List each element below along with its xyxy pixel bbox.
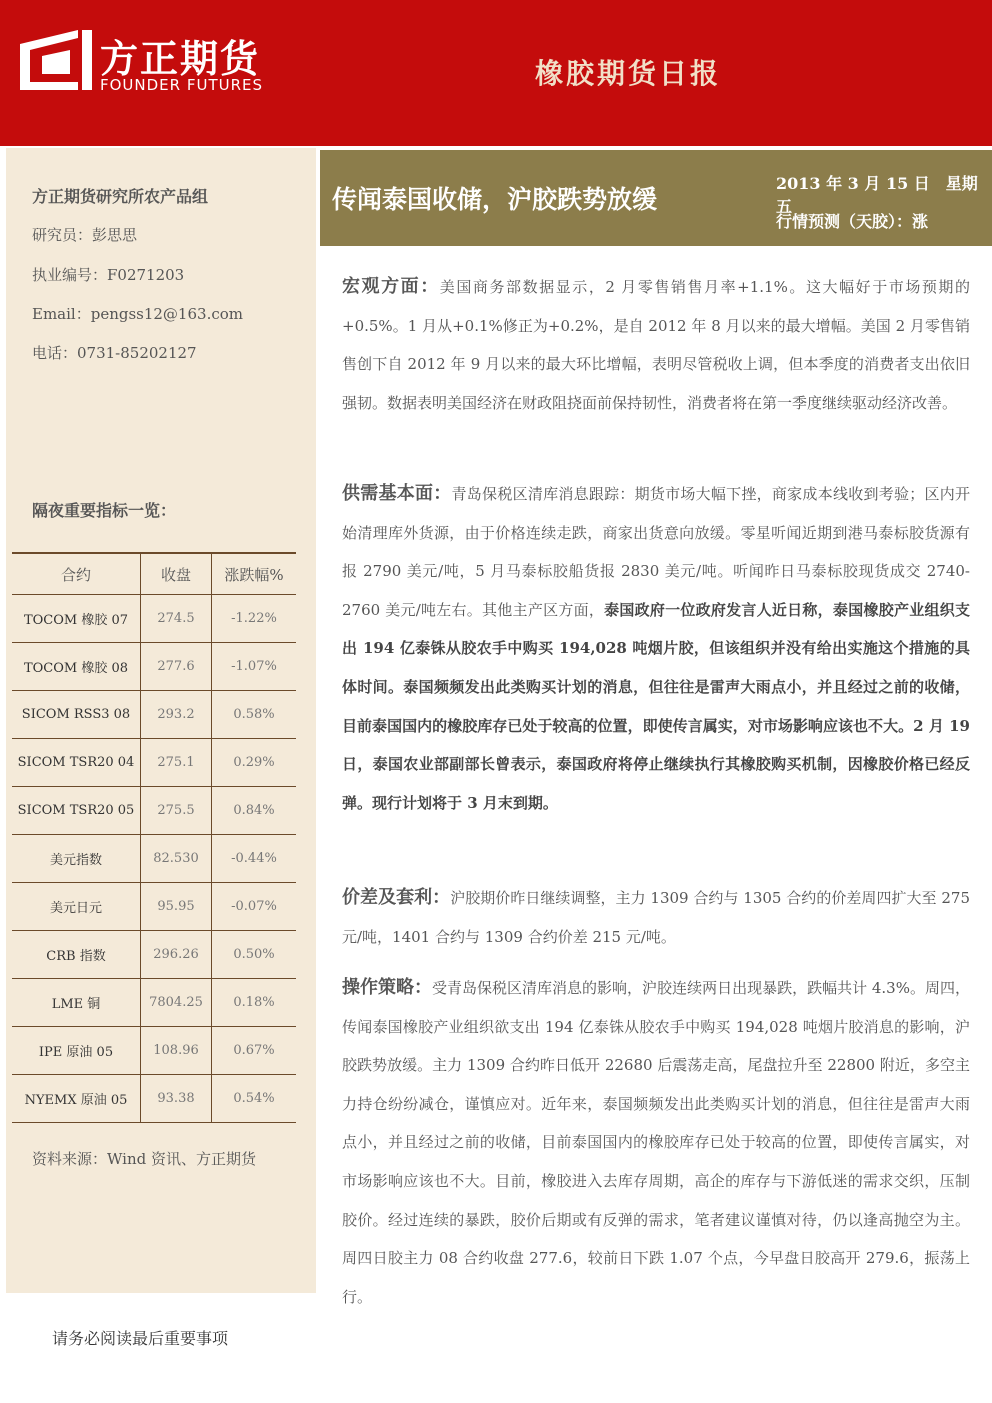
contract-cell: NYEMX 原油 05 xyxy=(12,1075,141,1123)
report-title: 橡胶期货日报 xyxy=(535,57,722,90)
header-change: 涨跌幅% xyxy=(212,553,297,595)
change-cell: 0.54% xyxy=(212,1075,297,1123)
contract-cell: CRB 指数 xyxy=(12,931,141,979)
supply-text: 青岛保税区清库消息跟踪：期货市场大幅下挫，商家成本线收到考验；区内开始清理库外货源，由于价格连续走跌，商家出货意向放缓。零星听闻近期到港马泰标胶货源有报 2790 美元/吨，5 月马泰标胶船货报 2830 美元/吨。听闻昨日马泰标胶现货成交 2740-2760 美元/吨左右。其他主产区方面， xyxy=(342,485,970,619)
close-cell: 274.5 xyxy=(141,595,212,643)
macro-label: 宏观方面： xyxy=(342,276,440,297)
table-row xyxy=(12,691,296,739)
change-cell: -0.44% xyxy=(212,835,297,883)
table-row xyxy=(12,1027,296,1075)
contract-cell: SICOM RSS3 08 xyxy=(12,691,141,739)
change-cell: 0.29% xyxy=(212,739,297,787)
header-contract: 合约 xyxy=(12,553,141,595)
close-cell: 275.5 xyxy=(141,787,212,835)
change-cell: -0.07% xyxy=(212,883,297,931)
contract-cell: 美元日元 xyxy=(12,883,141,931)
table-row xyxy=(12,979,296,1027)
close-cell: 293.2 xyxy=(141,691,212,739)
overview-title: 隔夜重要指标一览： xyxy=(32,501,177,520)
researcher-name: 研究员：彭思思 xyxy=(32,226,138,244)
table-row xyxy=(12,835,296,883)
table-row xyxy=(12,787,296,835)
table-row xyxy=(12,1075,296,1123)
close-cell: 82.530 xyxy=(141,835,212,883)
spread-label: 价差及套利： xyxy=(342,887,451,908)
table-row xyxy=(12,643,296,691)
close-cell: 296.26 xyxy=(141,931,212,979)
table-row xyxy=(12,739,296,787)
change-cell: 0.67% xyxy=(212,1027,297,1075)
close-cell: 95.95 xyxy=(141,883,212,931)
research-org: 方正期货研究所农产品组 xyxy=(32,187,209,206)
strategy-section xyxy=(342,969,970,1316)
table-row xyxy=(12,883,296,931)
change-cell: 0.84% xyxy=(212,787,297,835)
contract-cell: 美元指数 xyxy=(12,835,141,883)
table-header-row xyxy=(12,553,296,595)
disclaimer-note: 请务必阅读最后重要事项 xyxy=(52,1329,229,1348)
contract-cell: TOCOM 橡胶 08 xyxy=(12,643,141,691)
header-close: 收盘 xyxy=(141,553,212,595)
spread-section xyxy=(342,879,970,956)
contract-cell: LME 铜 xyxy=(12,979,141,1027)
founder-logo-icon xyxy=(20,30,92,90)
table-row xyxy=(12,595,296,643)
report-date: 2013 年 3 月 15 日 星期五 xyxy=(776,174,978,216)
close-cell: 277.6 xyxy=(141,643,212,691)
supply-label: 供需基本面： xyxy=(342,483,452,504)
macro-section xyxy=(342,268,970,422)
close-cell: 108.96 xyxy=(141,1027,212,1075)
header-bar xyxy=(0,0,992,146)
contract-cell: TOCOM 橡胶 07 xyxy=(12,595,141,643)
spread-text: 沪胶期价昨日继续调整，主力 1309 合约与 1305 合约的价差周四扩大至 275 元/吨，1401 合约与 1309 合约价差 215 元/吨。 xyxy=(342,889,971,946)
change-cell: -1.07% xyxy=(212,643,297,691)
data-source: 资料来源：Wind 资讯、方正期货 xyxy=(32,1150,256,1168)
macro-text: 美国商务部数据显示，2 月零售销售月率+1.1%。这大幅好于市场预期的+0.5%。1 月从+0.1%修正为+0.2%，是自 2012 年 8 月以来的最大增幅。美国 2 月零售销售创下自 2012 年 9 月以来的最大环比增幅，表明尽管税收上调，但本季度的消费者支出依旧强韧。数据表明美国经济在财政阻挠面前保持韧性，消费者将在第一季度继续驱动经济改善。 xyxy=(342,278,970,412)
change-cell: 0.50% xyxy=(212,931,297,979)
license-number: 执业编号：F0271203 xyxy=(32,266,185,284)
table-row xyxy=(12,931,296,979)
market-forecast: 行情预测（天胶）：涨 xyxy=(776,212,929,231)
contract-cell: SICOM TSR20 04 xyxy=(12,739,141,787)
contact-phone: 电话：0731-85202127 xyxy=(32,344,197,362)
logo-english-name: FOUNDER FUTURES xyxy=(100,76,264,94)
supply-highlight-text: 泰国政府一位政府发言人近日称，泰国橡胶产业组织支出 194 亿泰铢从胶农手中购买 194,028 吨烟片胶，但该组织并没有给出实施这个措施的具体时间。泰国频频发出此类购买计划的消息，但往往是雷声大雨点小，并且经过之前的收储，目前泰国国内的橡胶库存已处于较高的位置，即使传言属实，对市场影响应该也不大。2 月 19 日，泰国农业部副部长曾表示，泰国政府将停止继续执行其橡胶购买机制，因橡胶价格已经反弹。现行计划将于 3 月末到期。 xyxy=(342,600,970,812)
contact-email: Email：pengss12@163.com xyxy=(32,305,243,323)
supply-section xyxy=(342,475,970,822)
change-cell: 0.58% xyxy=(212,691,297,739)
logo-chinese-name: 方正期货 xyxy=(100,37,261,81)
close-cell: 93.38 xyxy=(141,1075,212,1123)
strategy-text: 受青岛保税区清库消息的影响，沪胶连续两日出现暴跌，跌幅共计 4.3%。周四，传闻泰国橡胶产业组织欲支出 194 亿泰铢从胶农手中购买 194,028 吨烟片胶消息的影响，沪胶跌势放缓。主力 1309 合约昨日低开 22680 后震荡走高，尾盘拉升至 22800 附近，多空主力持仓纷纷减仓，谨慎应对。近年来，泰国频频发出此类购买计划的消息，但往往是雷声大雨点小，并且经过之前的收储，目前泰国国内的橡胶库存已处于较高的位置，即使传言属实，对市场影响应该也不大。目前，橡胶进入去库存周期，高企的库存与下游低迷的需求交织，压制胶价。经过连续的暴跌，胶价后期或有反弹的需求，笔者建议谨慎对待，仍以逢高抛空为主。周四日胶主力 08 合约收盘 277.6，较前日下跌 1.07 个点，今早盘日胶高开 279.6，振荡上行。 xyxy=(342,979,970,1306)
change-cell: -1.22% xyxy=(212,595,297,643)
close-cell: 7804.25 xyxy=(141,979,212,1027)
article-headline: 传闻泰国收储，沪胶跌势放缓 xyxy=(332,185,658,214)
contract-cell: SICOM TSR20 05 xyxy=(12,787,141,835)
contract-cell: IPE 原油 05 xyxy=(12,1027,141,1075)
change-cell: 0.18% xyxy=(212,979,297,1027)
indicator-table xyxy=(12,552,296,1123)
strategy-label: 操作策略： xyxy=(342,977,433,998)
close-cell: 275.1 xyxy=(141,739,212,787)
indicator-table-body xyxy=(12,595,296,1123)
